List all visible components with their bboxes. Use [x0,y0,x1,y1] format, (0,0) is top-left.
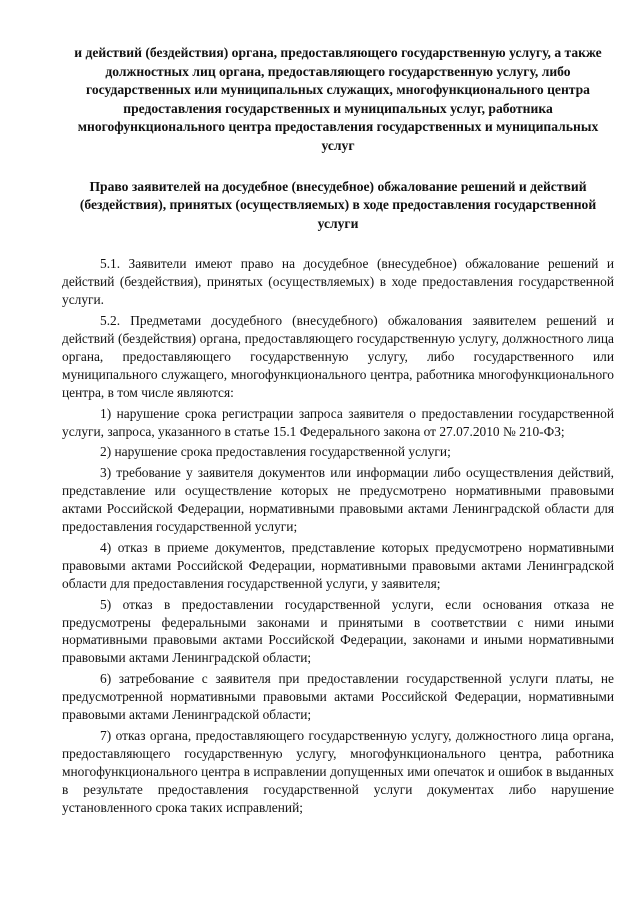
paragraph-5-1: 5.1. Заявители имеют право на досудебное (внесудебное) обжалование решений и действий (бездействия), принятых (осуществляемых) в ходе предоставления государственной услуги. [62,256,614,308]
list-item-3: 3) требование у заявителя документов или информации либо осуществления действий, представление или осуществление которых не предусмотрено нормативными правовыми актами Российской Федерации, нормативными правовыми актами Ленинградской области для предоставления государственной услуги; [62,465,614,535]
continuation-heading: и действий (бездействия) органа, предоставляющего государственную услугу, а также должностных лиц органа, предоставляющего государственную услугу, либо государственных или муниципальных служащих, многофункционального центра предоставления государственных и муниципальных услуг, работника многофункционального центра предоставления государственных и муниципальных услуг [74,45,602,153]
list-item-6: 6) затребование с заявителя при предоставлении государственной услуги платы, не предусмотренной нормативными правовыми актами Российской Федерации, нормативными правовыми актами Ленинградской области; [62,671,614,723]
list-item-5: 5) отказ в предоставлении государственной услуги, если основания отказа не предусмотрены федеральными законами и принятыми в соответствии с ними иными нормативными правовыми актами Российской Федерации, законами и иными нормативными правовыми актами Ленинградской области; [62,596,614,666]
list-item-7: 7) отказ органа, предоставляющего государственную услугу, должностного лица органа, предоставляющего государственную услугу, многофункционального центра, работника многофункционального центра в исправлении допущенных ими опечаток и ошибок в выданных в результате предоставления государственной услуги документах либо нарушение установленного срока таких исправлений; [62,728,614,815]
document-content [62,44,614,817]
list-item-4: 4) отказ в приеме документов, представление которых предусмотрено нормативными правовыми актами Российской Федерации, нормативными правовыми актами Ленинградской области для предоставления государственной услуги, у заявителя; [62,539,614,591]
list-item-2: 2) нарушение срока предоставления государственной услуги; [100,444,451,460]
list-item-1: 1) нарушение срока регистрации запроса заявителя о предоставлении государственной услуги, запроса, указанного в статье 15.1 Федерального закона от 27.07.2010 № 210-ФЗ; [62,405,614,439]
section-title: Право заявителей на досудебное (внесудебное) обжалование решений и действий (бездействия), принятых (осуществляемых) в ходе предоставления государственной услуги [79,178,597,231]
paragraph-5-2: 5.2. Предметами досудебного (внесудебного) обжалования заявителем решений и действий (бездействия) органа, предоставляющего государственную услугу, должностного лица органа, предоставляющего государственную услугу, либо государственного или муниципального служащего, многофункционального центра, работника многофункционального центра, в том числе являются: [62,313,614,400]
